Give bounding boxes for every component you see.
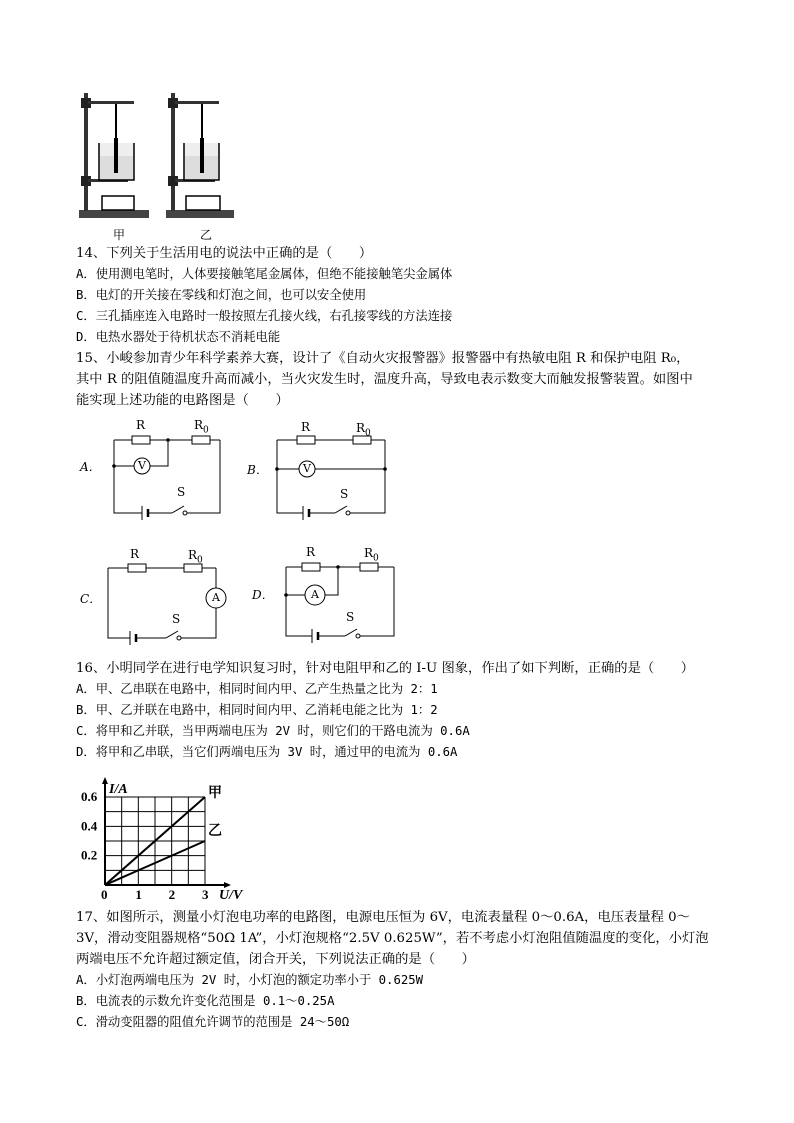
q16-stem: 16、小明同学在进行电学知识复习时，针对电阻甲和乙的 I-U 图象，作出了如下判断，正确的是（ ） (76, 661, 695, 676)
q14-option-a: A．使用测电笔时，人体要接触笔尾金属体，但绝不能接触笔尖金属体 (76, 267, 453, 281)
circuit-d-switch-label: S (346, 610, 355, 624)
y-axis-arrow (102, 777, 108, 784)
circuit-d-diagram (250, 540, 410, 650)
stand-jia (79, 93, 149, 218)
circuit-c-switch-label: S (172, 612, 181, 626)
circuit-a-meter-label: V (138, 459, 146, 472)
circuit-a-diagram (80, 415, 240, 525)
circuit-b-meter-label: V (303, 462, 311, 475)
y-tick-label: 0.4 (81, 818, 98, 834)
q16-option-b: B．甲、乙并联在电路中，相同时间内甲、乙消耗电能之比为 1：2 (76, 703, 438, 717)
q17-stem-line2: 3V，滑动变阻器规格“50Ω 1A”，小灯泡规格“2.5V 0.625W”，若不考虑小灯泡阻值随温度的变化，小灯泡 (76, 931, 709, 946)
circuit-a-r0-label (194, 418, 209, 435)
circuit-b-r0-label (356, 421, 371, 438)
circuit-b-letter: B． (247, 463, 268, 477)
q17-option-c: C．滑动变阻器的阻值允许调节的范围是 24～50Ω (76, 1015, 350, 1029)
circuit-a-r0-sub: 0 (203, 425, 209, 436)
y-axis-label: I/A (109, 782, 128, 797)
q15-stem-line1: 15、小峻参加青少年科学素养大赛，设计了《自动火灾报警器》报警器中有热敏电阻 R 和保护电阻 R₀， (76, 351, 690, 366)
circuit-d-letter: D． (252, 588, 274, 602)
circuit-d-r0-label (364, 546, 379, 563)
iu-chart (80, 770, 250, 900)
q14-option-c: C．三孔插座连入电路时一般按照左孔接火线，右孔接零线的方法连接 (76, 309, 453, 323)
circuit-c-meter-label: A (212, 591, 220, 604)
x-tick-label: 2 (168, 887, 176, 900)
x-tick-label: 3 (202, 887, 209, 900)
x-axis-label: U/V (219, 888, 243, 900)
q14-option-d: D．电热水器处于待机状态不消耗电能 (76, 330, 281, 344)
x-tick-label: 0 (101, 887, 108, 900)
q16-option-d: D．将甲和乙串联，当它们两端电压为 3V 时，通过甲的电流为 0.6A (76, 745, 458, 759)
q17-option-a: A．小灯泡两端电压为 2V 时，小灯泡的额定功率小于 0.625W (76, 973, 424, 987)
circuit-c-r0-sub: 0 (197, 555, 203, 566)
q17-stem-line1: 17、如图所示，测量小灯泡电功率的电路图，电源电压恒为 6V，电流表量程 0～0.6A，电压表量程 0～ (76, 910, 690, 925)
stand-yi (166, 93, 234, 218)
q15-stem-line3: 能实现上述功能的电路图是（ ） (76, 393, 289, 408)
circuit-b-r-label: R (301, 420, 311, 434)
circuit-a-r0-letter: R (194, 418, 204, 432)
q17-option-b: B．电流表的示数允许变化范围是 0.1～0.25A (76, 994, 335, 1008)
heating-apparatus-figure (74, 88, 274, 238)
q16-option-a: A．甲、乙串联在电路中，相同时间内甲、乙产生热量之比为 2：1 (76, 682, 438, 696)
q14-option-b: B．电灯的开关接在零线和灯泡之间，也可以安全使用 (76, 288, 367, 302)
circuit-a-letter: A． (80, 460, 101, 474)
q16-option-c: C．将甲和乙并联，当甲两端电压为 2V 时，则它们的干路电流为 0.6A (76, 724, 470, 738)
circuit-d-r-label: R (306, 545, 316, 559)
circuit-b-switch-label: S (340, 487, 349, 501)
circuit-d-r0-sub: 0 (373, 553, 379, 564)
circuit-a (80, 415, 240, 525)
circuit-d (250, 540, 410, 650)
circuit-c-diagram (78, 540, 248, 650)
circuit-a-r-label: R (136, 418, 146, 432)
circuit-c (78, 540, 248, 650)
q14-stem: 14、下列关于生活用电的说法中正确的是（ ） (76, 246, 373, 261)
y-tick-label: 0.2 (81, 847, 98, 863)
circuit-d-meter-label: A (311, 588, 319, 601)
y-tick-label: 0.6 (81, 789, 98, 804)
label-yi: 乙 (200, 228, 213, 242)
circuit-a-switch-label: S (177, 485, 186, 499)
circuit-b-r0-sub: 0 (365, 428, 371, 439)
q17-stem-line3: 两端电压不允许超过额定值，闭合开关，下列说法正确的是（ ） (76, 952, 475, 967)
circuit-c-letter: C． (80, 592, 102, 606)
circuit-c-r-label: R (130, 547, 140, 561)
circuit-b (245, 415, 405, 525)
circuit-b-diagram (245, 415, 405, 525)
circuit-c-r0-letter: R (188, 548, 198, 562)
circuit-c-r0-label (188, 548, 203, 565)
circuit-b-r0-letter: R (356, 421, 366, 435)
series-label-2: 乙 (208, 824, 222, 839)
label-jia: 甲 (113, 228, 126, 242)
series-label-1: 甲 (208, 786, 222, 801)
x-tick-label: 1 (135, 887, 142, 900)
circuit-d-r0-letter: R (364, 546, 374, 560)
q15-stem-line2: 其中 R 的阻值随温度升高而减小，当火灾发生时，温度升高，导致电表示数变大而触发报警装置。如图中 (76, 372, 693, 387)
